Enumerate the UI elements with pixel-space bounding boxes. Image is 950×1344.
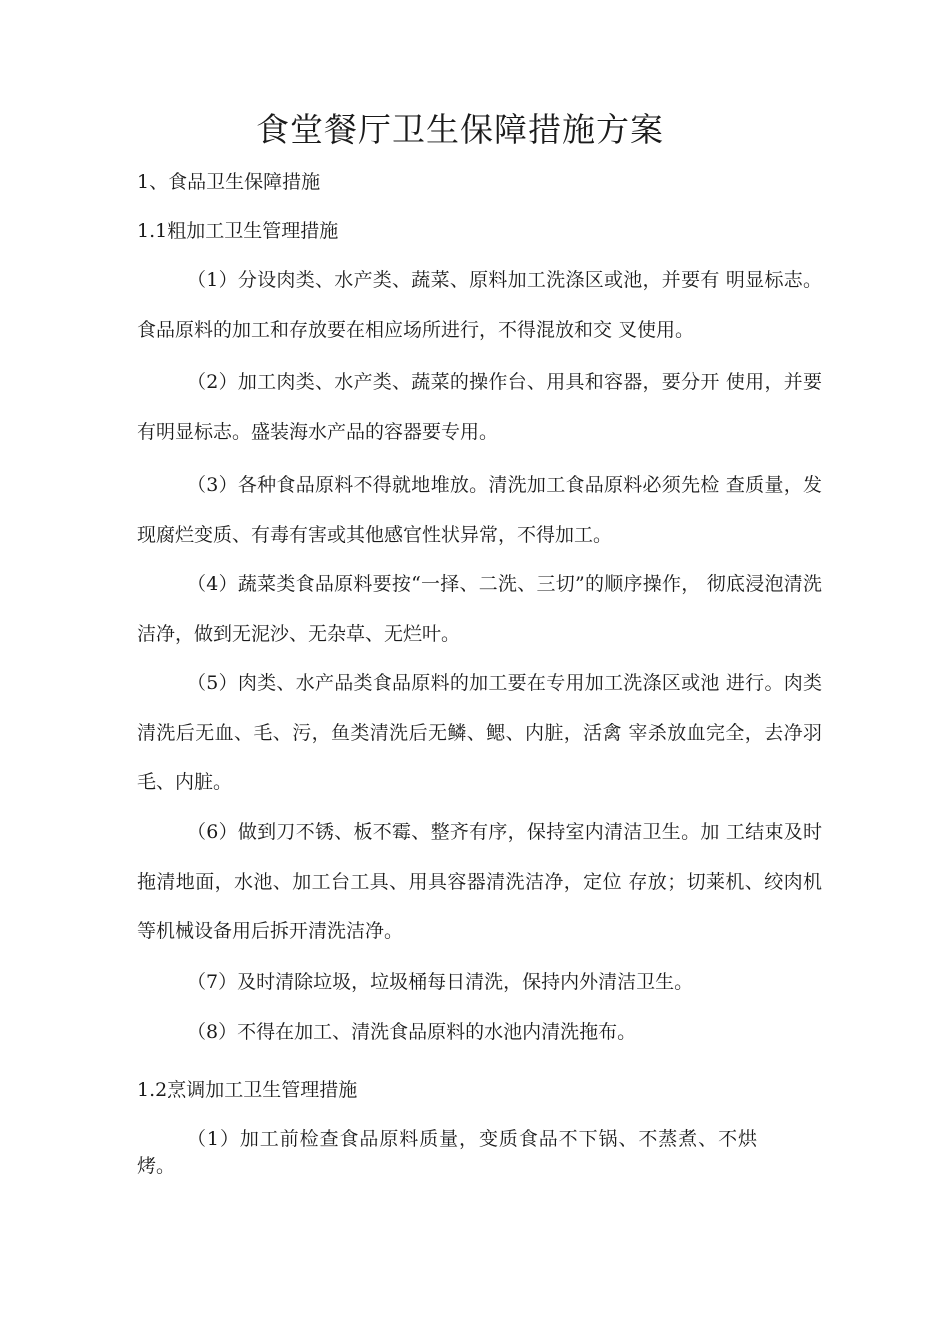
paragraph-7: （7）及时清除垃圾，垃圾桶每日清洗，保持内外清洁卫生。 bbox=[187, 971, 694, 993]
paragraph-5: （5）肉类、水产品类食品原料的加工要在专用加工洗涤区或池 进行。肉类清洗后无血、毛、污，鱼类清洗后无鳞、鳃、内脏，活禽 宰杀放血完全，去净羽毛、内脏。 bbox=[137, 672, 822, 793]
paragraph-4: （4）蔬菜类食品原料要按“一择、二洗、三切”的顺序操作， 彻底浸泡清洗洁净，做到无泥沙、无杂草、无烂叶。 bbox=[137, 573, 822, 645]
section-heading-rough-processing: 1.1粗加工卫生管理措施 bbox=[137, 220, 339, 242]
paragraph-3: （3）各种食品原料不得就地堆放。清洗加工食品原料必须先检 查质量，发现腐烂变质、有毒有害或其他感官性状异常，不得加工。 bbox=[137, 474, 822, 546]
paragraph-2: （2）加工肉类、水产类、蔬菜的操作台、用具和容器，要分开 使用，并要有明显标志。盛装海水产品的容器要专用。 bbox=[137, 371, 822, 443]
section-heading-cooking: 1.2烹调加工卫生管理措施 bbox=[137, 1079, 358, 1101]
section-heading-food-hygiene: 1、食品卫生保障措施 bbox=[137, 171, 321, 193]
paragraph-8: （8）不得在加工、清洗食品原料的水池内清洗拖布。 bbox=[187, 1021, 637, 1043]
paragraph-cooking-1: （1）加工前检查食品原料质量，变质食品不下锅、不蒸煮、不烘烤。 bbox=[137, 1128, 757, 1177]
paragraph-6: （6）做到刀不锈、板不霉、整齐有序，保持室内清洁卫生。加 工结束及时拖清地面，水池、加工台工具、用具容器清洗洁净，定位 存放；切莱机、绞肉机等机械设备用后拆开清洗洁净。 bbox=[137, 821, 822, 942]
document-title: 食堂餐厅卫生保障措施方案 bbox=[256, 110, 664, 149]
paragraph-1: （1）分设肉类、水产类、蔬菜、原料加工洗涤区或池，并要有 明显标志。食品原料的加工和存放要在相应场所进行，不得混放和交 叉使用。 bbox=[137, 269, 822, 341]
